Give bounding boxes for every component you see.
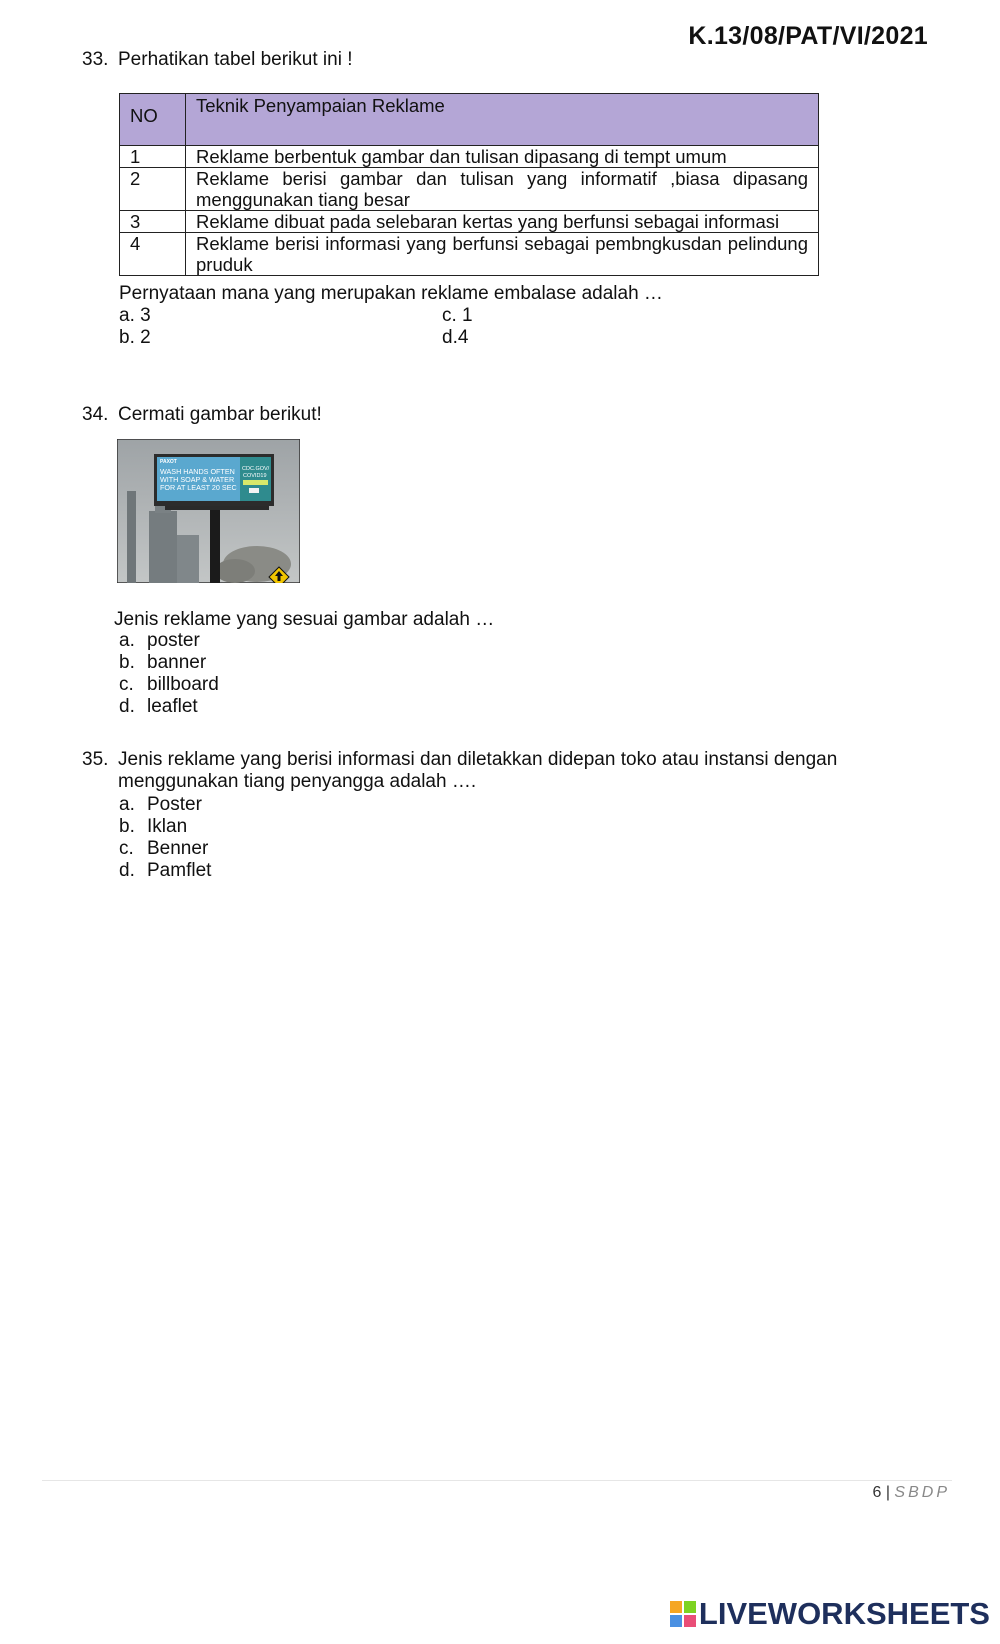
option-letter: b. bbox=[119, 652, 135, 673]
option-letter: b. bbox=[119, 816, 135, 837]
q33-question: Pernyataan mana yang merupakan reklame embalase adalah … bbox=[119, 283, 663, 304]
subject-label: SBDP bbox=[894, 1484, 950, 1501]
reklame-table bbox=[119, 93, 819, 276]
option-letter: a. bbox=[119, 794, 135, 815]
option-text: Iklan bbox=[147, 816, 188, 837]
option-letter: a. bbox=[119, 630, 135, 651]
q35-line2: menggunakan tiang penyangga adalah …. bbox=[118, 771, 477, 792]
option-letter: d. bbox=[119, 860, 135, 881]
q34-option-c[interactable] bbox=[119, 674, 219, 696]
billboard-side1: CDC.GOV/ bbox=[242, 466, 270, 472]
q35-option-d[interactable] bbox=[119, 860, 211, 882]
q35-line1: Jenis reklame yang berisi informasi dan diletakkan didepan toko atau instansi dengan bbox=[118, 749, 838, 770]
q33-prompt bbox=[82, 49, 352, 71]
table-header-row bbox=[120, 94, 819, 146]
q35-option-a[interactable] bbox=[119, 794, 202, 816]
billboard-line3: FOR AT LEAST 20 SEC bbox=[160, 483, 237, 492]
billboard-line2: WITH SOAP & WATER bbox=[160, 475, 235, 484]
q33-option-b[interactable]: b. 2 bbox=[119, 327, 151, 348]
liveworksheets-logo bbox=[670, 1596, 990, 1632]
page-separator: | bbox=[885, 1484, 890, 1501]
option-letter: c. bbox=[119, 674, 134, 695]
table-row bbox=[120, 168, 819, 211]
liveworksheets-text: LIVEWORKSHEETS bbox=[698, 1596, 990, 1631]
billboard-line1: WASH HANDS OFTEN bbox=[160, 467, 235, 476]
table-cell-text: Reklame berisi gambar dan tulisan yang informatif ,biasa dipasang menggunakan tiang besar bbox=[186, 168, 819, 211]
option-text: Pamflet bbox=[147, 860, 212, 881]
table-row bbox=[120, 146, 819, 168]
q35-prompt bbox=[82, 749, 837, 771]
option-text: leaflet bbox=[147, 696, 198, 717]
q33-prompt-text: Perhatikan tabel berikut ini ! bbox=[118, 49, 353, 70]
q33-option-a[interactable]: a. 3 bbox=[119, 305, 151, 326]
option-text: Poster bbox=[147, 794, 202, 815]
document-code: K.13/08/PAT/VI/2021 bbox=[688, 22, 928, 50]
option-text: Benner bbox=[147, 838, 209, 859]
table-cell-no: 1 bbox=[120, 146, 186, 168]
q33-option-d[interactable]: d.4 bbox=[442, 327, 469, 348]
option-text: poster bbox=[147, 630, 200, 651]
option-text: banner bbox=[147, 652, 207, 673]
q34-option-a[interactable] bbox=[119, 630, 200, 652]
footer-divider bbox=[42, 1480, 952, 1481]
table-cell-text: Reklame dibuat pada selebaran kertas yang berfunsi sebagai informasi bbox=[186, 211, 819, 233]
table-header-no: NO bbox=[120, 94, 186, 146]
q34-number: 34. bbox=[82, 404, 109, 425]
q35-number: 35. bbox=[82, 749, 109, 770]
table-cell-no: 3 bbox=[120, 211, 186, 233]
table-cell-text: Reklame berisi informasi yang berfunsi sebagai pembngkusdan pelindung pruduk bbox=[186, 233, 819, 276]
table-row bbox=[120, 211, 819, 233]
q34-option-b[interactable] bbox=[119, 652, 206, 674]
option-letter: d. bbox=[119, 696, 135, 717]
q35-option-b[interactable] bbox=[119, 816, 187, 838]
option-letter: c. bbox=[119, 838, 134, 859]
page-number: 6 bbox=[872, 1484, 882, 1501]
option-text: billboard bbox=[147, 674, 219, 695]
q35-option-c[interactable] bbox=[119, 838, 208, 860]
q33-option-c[interactable]: c. 1 bbox=[442, 305, 473, 326]
billboard-brand: PAXOT bbox=[160, 459, 177, 465]
billboard-side2: COVID19 bbox=[243, 473, 267, 479]
q34-option-d[interactable] bbox=[119, 696, 198, 718]
table-cell-text: Reklame berbentuk gambar dan tulisan dipasang di tempt umum bbox=[186, 146, 819, 168]
table-header-teknik: Teknik Penyampaian Reklame bbox=[186, 94, 819, 146]
q34-prompt bbox=[82, 404, 322, 426]
q33-number: 33. bbox=[82, 49, 109, 70]
page-footer bbox=[872, 1484, 950, 1502]
q34-question: Jenis reklame yang sesuai gambar adalah … bbox=[114, 609, 495, 630]
table-cell-no: 4 bbox=[120, 233, 186, 276]
q34-prompt-text: Cermati gambar berikut! bbox=[118, 404, 322, 425]
billboard-image bbox=[117, 439, 300, 583]
liveworksheets-grid-icon bbox=[670, 1601, 696, 1627]
table-row bbox=[120, 233, 819, 276]
table-cell-no: 2 bbox=[120, 168, 186, 211]
